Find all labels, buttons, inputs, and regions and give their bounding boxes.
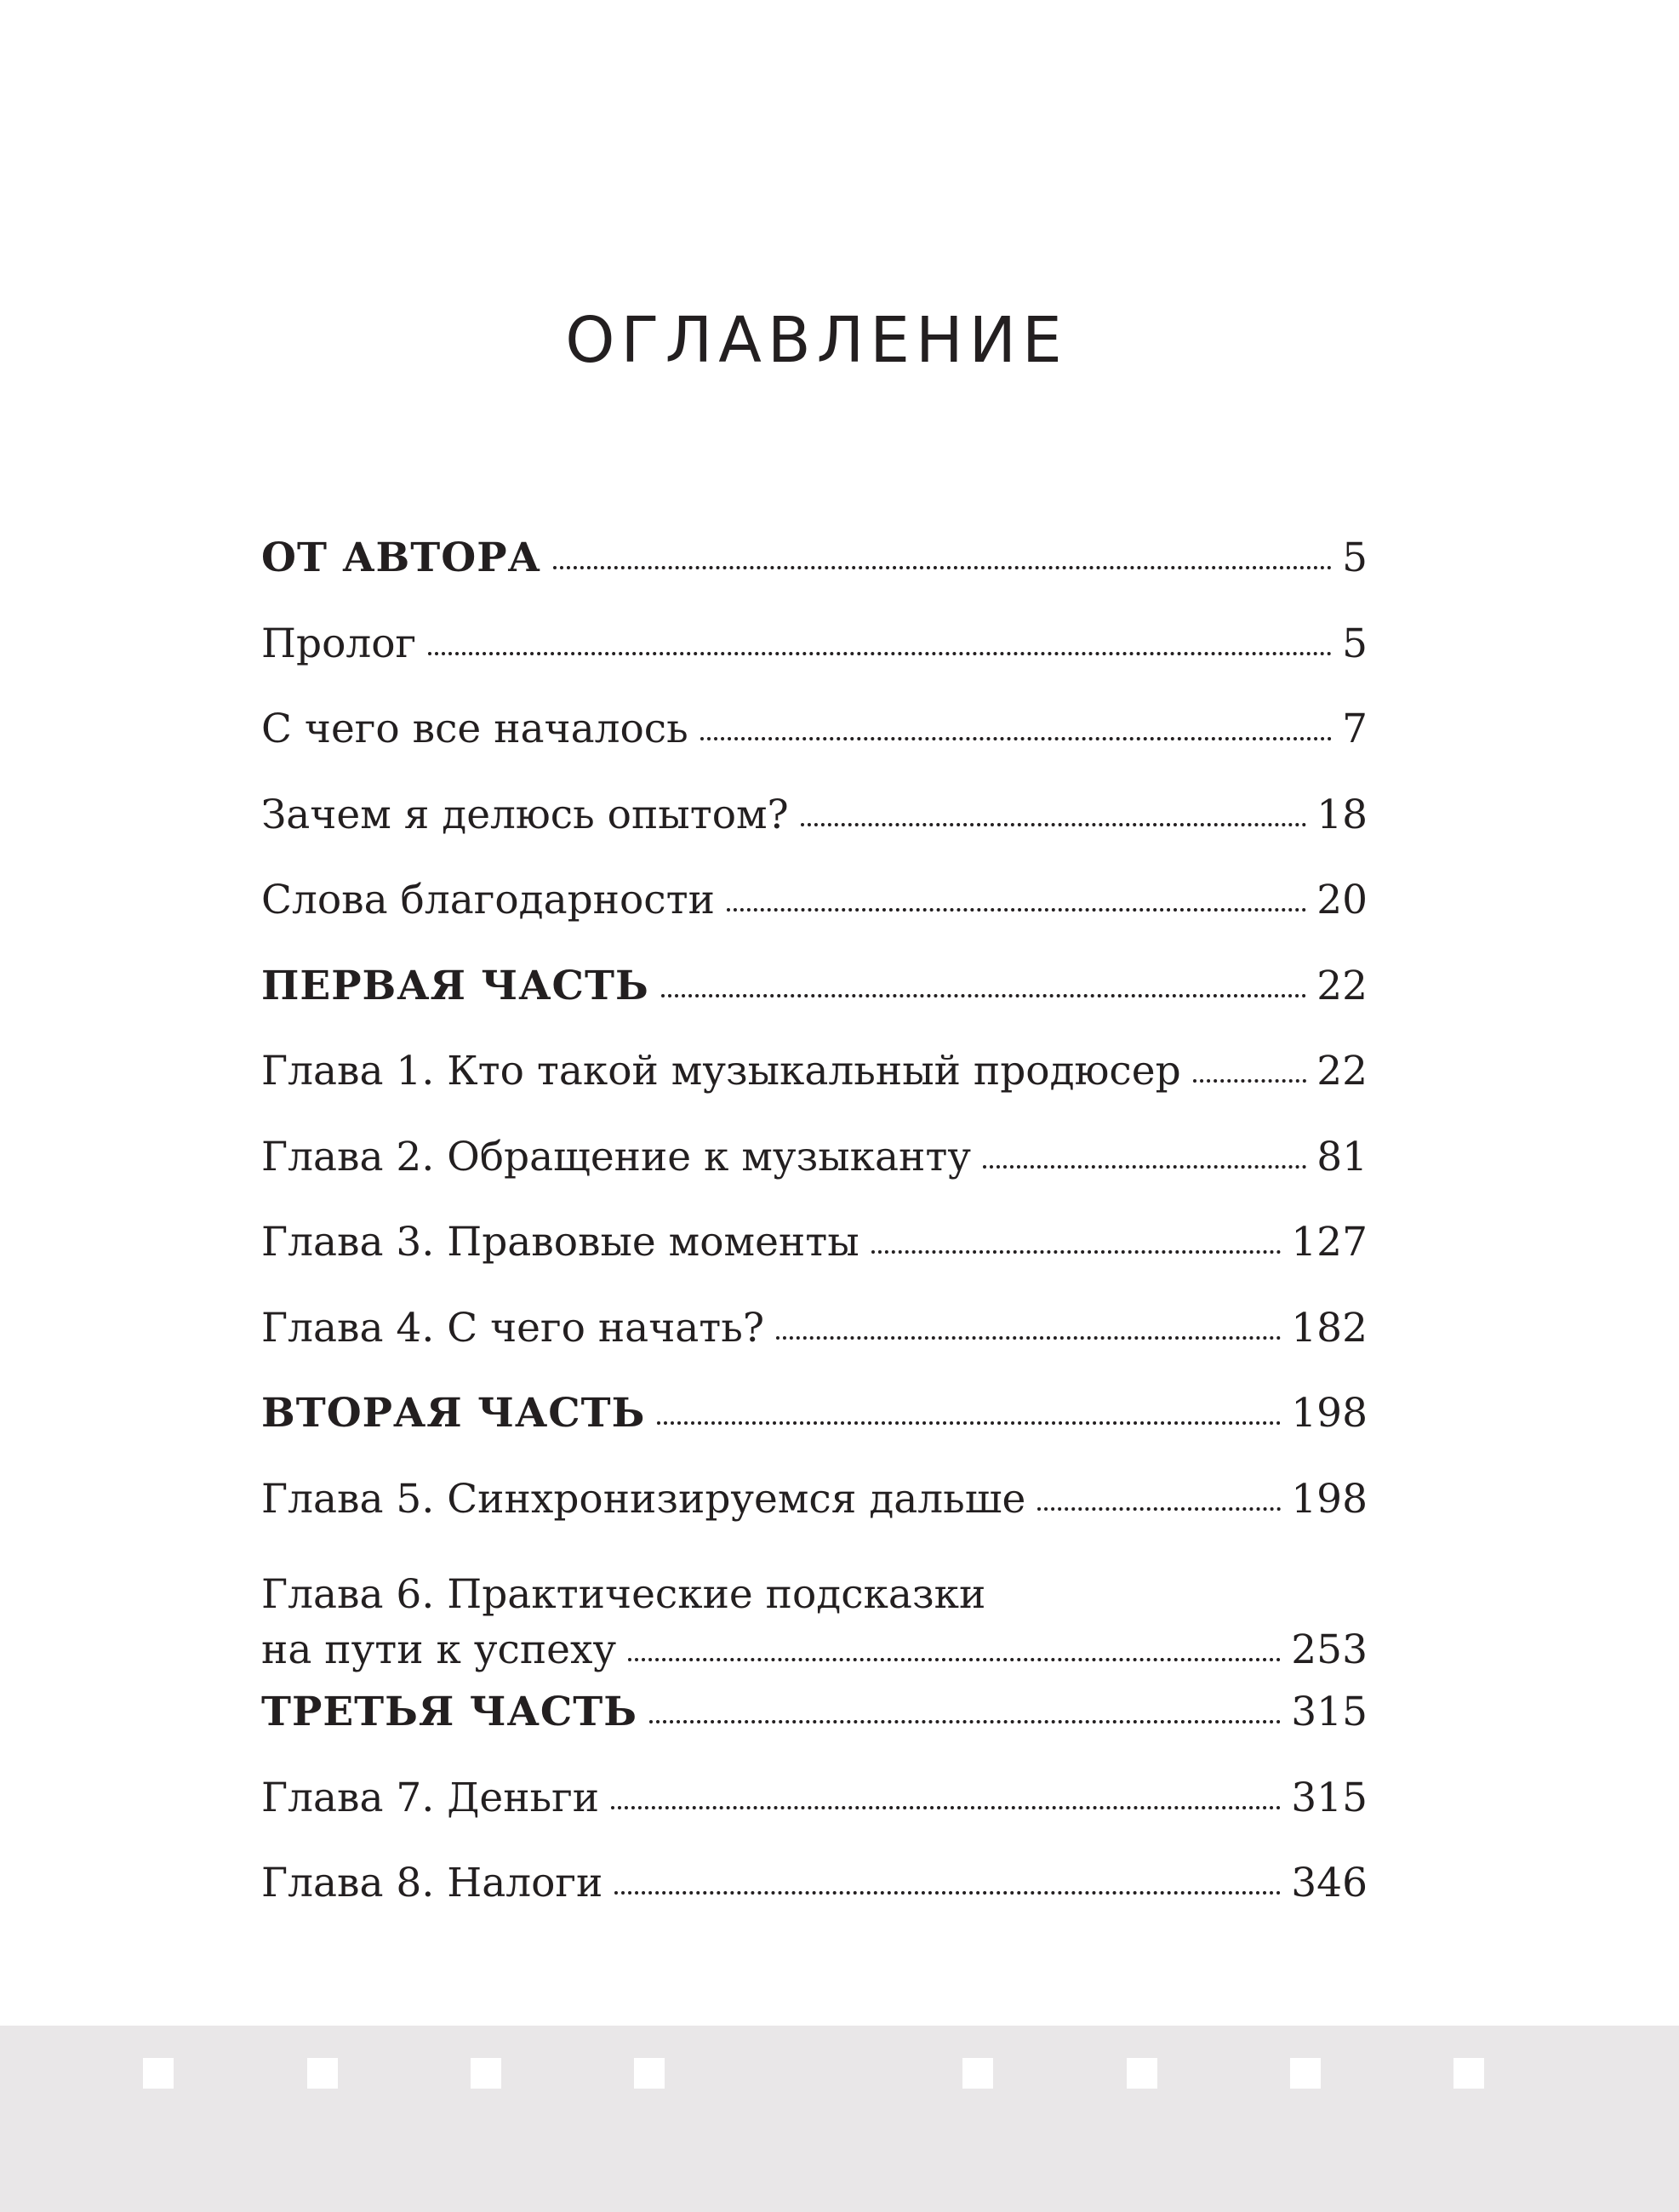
toc-page-number: 198: [1291, 1390, 1368, 1437]
toc-entry-zachem-ya-delyus-opytom[interactable]: [261, 773, 1368, 859]
footer-square-decoration: [307, 2058, 338, 2089]
dot-leader: [801, 821, 1306, 826]
footer-square-decoration: [471, 2058, 501, 2089]
toc-page-number: 198: [1291, 1475, 1368, 1523]
toc-page-number: 5: [1342, 534, 1368, 581]
toc-entry-label: ВТОРАЯ ЧАСТЬ: [261, 1390, 646, 1437]
page-title: ОГЛАВЛЕНИЕ: [565, 304, 1068, 377]
dot-leader: [657, 1420, 1281, 1425]
toc-entry-label: Глава 1. Кто такой музыкальный продюсер: [261, 1048, 1181, 1095]
toc-page-number: 7: [1342, 706, 1368, 752]
toc-page-number: 346: [1291, 1860, 1368, 1906]
toc-page-number: 127: [1291, 1219, 1368, 1266]
toc-page-number: 20: [1316, 877, 1368, 923]
dot-leader: [614, 1889, 1281, 1895]
dot-leader: [983, 1163, 1306, 1169]
dot-leader: [661, 992, 1306, 997]
toc-entry-glava-3[interactable]: [261, 1200, 1368, 1286]
toc-page-number: 315: [1291, 1689, 1368, 1735]
dot-leader: [1193, 1077, 1307, 1083]
toc-entry-glava-1[interactable]: [261, 1029, 1368, 1115]
toc-entry-label: ОТ АВТОРА: [261, 534, 541, 581]
toc-entry-glava-6[interactable]: [261, 1542, 1368, 1673]
toc-entry-label: Глава 7. Деньги: [261, 1774, 600, 1821]
toc-entry-label: Глава 3. Правовые моменты: [261, 1219, 859, 1266]
dot-leader: [553, 564, 1332, 569]
dot-leader: [700, 735, 1332, 740]
toc-entry-label: Глава 2. Обращение к музыканту: [261, 1133, 971, 1180]
dot-leader: [649, 1718, 1281, 1723]
dot-leader: [611, 1804, 1281, 1809]
footer-square-decoration: [962, 2058, 993, 2089]
toc-page-number: 22: [1316, 1048, 1368, 1095]
table-of-contents: [261, 516, 1368, 1927]
toc-entry-glava-7[interactable]: [261, 1756, 1368, 1842]
footer-square-decoration: [1290, 2058, 1321, 2089]
footer-square-decoration: [1127, 2058, 1157, 2089]
dot-leader: [727, 906, 1306, 912]
toc-entry-label: ПЕРВАЯ ЧАСТЬ: [261, 962, 649, 1009]
toc-entry-label: Зачем я делюсь опытом?: [261, 791, 789, 838]
toc-entry-glava-4[interactable]: [261, 1286, 1368, 1372]
dot-leader: [776, 1335, 1281, 1340]
toc-entry-label: Глава 4. С чего начать?: [261, 1304, 765, 1352]
toc-page-number: 18: [1316, 791, 1368, 838]
toc-entry-label: Глава 8. Налоги: [261, 1860, 603, 1906]
dot-leader: [428, 650, 1332, 655]
toc-entry-label: Пролог: [261, 620, 417, 667]
toc-page-number: 5: [1342, 620, 1368, 667]
footer-band: [0, 2026, 1679, 2212]
toc-entry-glava-5[interactable]: [261, 1457, 1368, 1543]
toc-page-number: 182: [1291, 1304, 1368, 1352]
toc-entry-label: Глава 5. Синхронизируемся дальше: [261, 1475, 1026, 1523]
toc-page-number: 81: [1316, 1133, 1368, 1180]
toc-entry-label-continued: на пути к успеху: [261, 1626, 617, 1673]
footer-square-decoration: [634, 2058, 665, 2089]
dot-leader: [628, 1656, 1281, 1661]
toc-entry-glava-8[interactable]: [261, 1841, 1368, 1927]
toc-entry-slova-blagodarnosti[interactable]: [261, 858, 1368, 944]
dot-leader: [871, 1249, 1282, 1254]
toc-entry-ot-avtora[interactable]: [261, 516, 1368, 602]
toc-page-number: 22: [1316, 962, 1368, 1009]
toc-entry-label: ТРЕТЬЯ ЧАСТЬ: [261, 1689, 638, 1735]
toc-entry-glava-2[interactable]: [261, 1115, 1368, 1201]
toc-entry-s-chego-vse-nachalos[interactable]: [261, 687, 1368, 773]
footer-square-decoration: [143, 2058, 174, 2089]
toc-entry-label: С чего все началось: [261, 706, 688, 752]
toc-entry-vtoraya-chast[interactable]: [261, 1371, 1368, 1457]
toc-page-number: 315: [1291, 1774, 1368, 1821]
toc-entry-prolog[interactable]: [261, 602, 1368, 688]
dot-leader: [1037, 1506, 1281, 1511]
toc-entry-pervaya-chast[interactable]: [261, 944, 1368, 1030]
toc-entry-tretya-chast[interactable]: [261, 1670, 1368, 1756]
toc-entry-label: Глава 6. Практические подсказки: [261, 1571, 986, 1618]
toc-entry-label: Слова благодарности: [261, 877, 715, 923]
toc-page-number: 253: [1291, 1626, 1368, 1673]
footer-square-decoration: [1453, 2058, 1484, 2089]
